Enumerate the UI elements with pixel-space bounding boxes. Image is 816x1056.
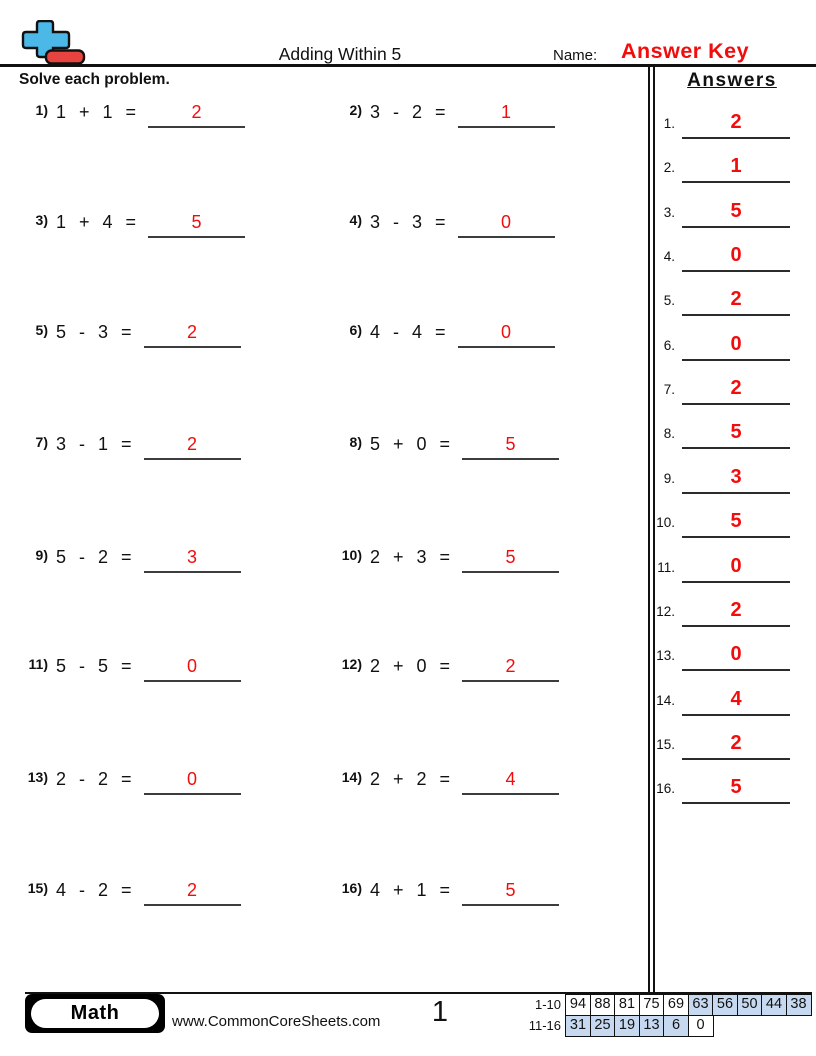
answer-item-13 bbox=[648, 642, 812, 671]
score-cell: 56 bbox=[712, 994, 738, 1016]
score-cell: 94 bbox=[565, 994, 591, 1016]
score-cell: 75 bbox=[639, 994, 665, 1016]
score-row-label: 11-16 bbox=[528, 1018, 561, 1033]
header-divider bbox=[0, 64, 816, 67]
answer-number: 10. bbox=[656, 515, 675, 530]
problem-number: 12) bbox=[341, 656, 362, 672]
answer-number: 16. bbox=[656, 781, 675, 796]
page-number: 1 bbox=[431, 996, 449, 1028]
problem-expression: 1 + 4 = bbox=[56, 212, 137, 232]
answer-value: 5 bbox=[682, 420, 790, 449]
answer-value: 2 bbox=[682, 376, 790, 405]
problem-number: 2) bbox=[349, 102, 362, 118]
answer-blank: 2 bbox=[148, 100, 245, 128]
problem-1 bbox=[18, 100, 245, 128]
worksheet-title: Adding Within 5 bbox=[278, 44, 402, 64]
answer-number: 6. bbox=[663, 338, 675, 353]
problem-number: 6) bbox=[349, 322, 362, 338]
answer-item-11 bbox=[648, 554, 812, 583]
answer-number: 9. bbox=[663, 471, 675, 486]
problem-9 bbox=[18, 545, 241, 573]
answer-number: 11. bbox=[657, 560, 675, 575]
problem-7 bbox=[18, 432, 241, 460]
problem-number: 11) bbox=[28, 656, 48, 672]
problem-13 bbox=[18, 767, 241, 795]
problem-number: 8) bbox=[349, 434, 362, 450]
problem-15 bbox=[18, 878, 241, 906]
score-cell: 19 bbox=[614, 1015, 640, 1037]
answer-item-2 bbox=[648, 154, 812, 183]
problem-2 bbox=[332, 100, 555, 128]
problem-number: 9) bbox=[35, 547, 48, 563]
problem-number: 10) bbox=[341, 547, 362, 563]
subject-badge-label: Math bbox=[31, 999, 159, 1028]
answer-blank: 5 bbox=[148, 210, 245, 238]
problem-expression: 5 + 0 = bbox=[370, 434, 451, 454]
problem-expression: 3 - 1 = bbox=[56, 434, 132, 454]
answer-value: 2 bbox=[682, 110, 790, 139]
answer-blank: 0 bbox=[458, 320, 555, 348]
problem-3 bbox=[18, 210, 245, 238]
problem-expression: 1 + 1 = bbox=[56, 102, 137, 122]
answer-item-9 bbox=[648, 465, 812, 494]
problem-expression: 4 - 2 = bbox=[56, 880, 132, 900]
answer-value: 5 bbox=[682, 199, 790, 228]
answer-blank: 2 bbox=[462, 654, 559, 682]
answer-item-7 bbox=[648, 376, 812, 405]
answer-number: 1. bbox=[663, 116, 675, 131]
problem-number: 5) bbox=[35, 322, 48, 338]
answer-item-5 bbox=[648, 287, 812, 316]
problem-5 bbox=[18, 320, 241, 348]
problem-expression: 2 - 2 = bbox=[56, 769, 132, 789]
problem-expression: 5 - 2 = bbox=[56, 547, 132, 567]
problem-expression: 4 - 4 = bbox=[370, 322, 446, 342]
answer-item-10 bbox=[648, 509, 812, 538]
problem-expression: 5 - 5 = bbox=[56, 656, 132, 676]
problem-number: 7) bbox=[35, 434, 48, 450]
answer-number: 12. bbox=[656, 604, 675, 619]
score-cell: 50 bbox=[737, 994, 763, 1016]
score-row-11-16 bbox=[515, 1015, 714, 1037]
subject-badge bbox=[25, 994, 165, 1033]
answer-value: 1 bbox=[682, 154, 790, 183]
problem-expression: 5 - 3 = bbox=[56, 322, 132, 342]
answer-value: 2 bbox=[682, 287, 790, 316]
answer-value: 4 bbox=[682, 687, 790, 716]
score-cell: 38 bbox=[786, 994, 812, 1016]
answer-value: 0 bbox=[682, 642, 790, 671]
answer-blank: 3 bbox=[144, 545, 241, 573]
score-cell: 81 bbox=[614, 994, 640, 1016]
answer-value: 2 bbox=[682, 598, 790, 627]
answer-item-16 bbox=[648, 775, 812, 804]
answer-number: 4. bbox=[663, 249, 675, 264]
answer-key-value: Answer Key bbox=[621, 39, 750, 63]
problem-number: 1) bbox=[35, 102, 48, 118]
problem-number: 3) bbox=[35, 212, 48, 228]
answer-blank: 1 bbox=[458, 100, 555, 128]
problem-number: 16) bbox=[341, 880, 362, 896]
score-cell: 13 bbox=[639, 1015, 665, 1037]
answer-blank: 2 bbox=[144, 878, 241, 906]
answer-number: 8. bbox=[663, 426, 675, 441]
instructions-text: Solve each problem. bbox=[19, 71, 170, 88]
problem-8 bbox=[332, 432, 559, 460]
answer-blank: 4 bbox=[462, 767, 559, 795]
answer-blank: 5 bbox=[462, 878, 559, 906]
answer-number: 14. bbox=[656, 693, 675, 708]
answer-item-15 bbox=[648, 731, 812, 760]
problem-expression: 2 + 3 = bbox=[370, 547, 451, 567]
problem-14 bbox=[332, 767, 559, 795]
answer-blank: 5 bbox=[462, 432, 559, 460]
answer-item-8 bbox=[648, 420, 812, 449]
answer-number: 7. bbox=[663, 382, 675, 397]
answer-value: 2 bbox=[682, 731, 790, 760]
answer-number: 2. bbox=[663, 160, 675, 175]
answer-blank: 0 bbox=[458, 210, 555, 238]
answer-value: 0 bbox=[682, 243, 790, 272]
problem-11 bbox=[18, 654, 241, 682]
problem-expression: 4 + 1 = bbox=[370, 880, 451, 900]
answer-item-14 bbox=[648, 687, 812, 716]
answer-number: 15. bbox=[656, 737, 675, 752]
problem-10 bbox=[332, 545, 559, 573]
problem-16 bbox=[332, 878, 559, 906]
answer-value: 5 bbox=[682, 775, 790, 804]
problem-number: 4) bbox=[349, 212, 362, 228]
problem-number: 13) bbox=[27, 769, 48, 785]
answer-number: 3. bbox=[663, 205, 675, 220]
score-cell: 31 bbox=[565, 1015, 591, 1037]
answer-item-6 bbox=[648, 332, 812, 361]
answer-item-1 bbox=[648, 110, 812, 139]
problem-expression: 2 + 2 = bbox=[370, 769, 451, 789]
score-cell: 63 bbox=[688, 994, 714, 1016]
score-cell: 25 bbox=[590, 1015, 616, 1037]
answer-blank: 2 bbox=[144, 320, 241, 348]
problem-expression: 3 - 3 = bbox=[370, 212, 446, 232]
problem-expression: 2 + 0 = bbox=[370, 656, 451, 676]
answer-blank: 5 bbox=[462, 545, 559, 573]
problem-12 bbox=[332, 654, 559, 682]
answer-value: 5 bbox=[682, 509, 790, 538]
problem-number: 14) bbox=[341, 769, 362, 785]
answer-item-4 bbox=[648, 243, 812, 272]
answer-blank: 0 bbox=[144, 767, 241, 795]
score-row-label: 1-10 bbox=[534, 997, 561, 1012]
answer-blank: 0 bbox=[144, 654, 241, 682]
answers-heading: Answers bbox=[687, 70, 777, 91]
name-label: Name: bbox=[553, 47, 598, 64]
answer-number: 5. bbox=[663, 293, 675, 308]
score-row-1-10 bbox=[515, 994, 812, 1016]
answer-item-3 bbox=[648, 199, 812, 228]
answer-value: 3 bbox=[682, 465, 790, 494]
problem-6 bbox=[332, 320, 555, 348]
problem-expression: 3 - 2 = bbox=[370, 102, 446, 122]
score-cell: 0 bbox=[688, 1015, 714, 1037]
answer-blank: 2 bbox=[144, 432, 241, 460]
score-cell: 44 bbox=[761, 994, 787, 1016]
answer-value: 0 bbox=[682, 554, 790, 583]
problem-4 bbox=[332, 210, 555, 238]
problem-number: 15) bbox=[27, 880, 48, 896]
score-cell: 69 bbox=[663, 994, 689, 1016]
score-cell: 6 bbox=[663, 1015, 689, 1037]
answer-number: 13. bbox=[656, 648, 675, 663]
score-cell: 88 bbox=[590, 994, 616, 1016]
website-text: www.CommonCoreSheets.com bbox=[172, 1013, 381, 1030]
answer-item-12 bbox=[648, 598, 812, 627]
answer-value: 0 bbox=[682, 332, 790, 361]
